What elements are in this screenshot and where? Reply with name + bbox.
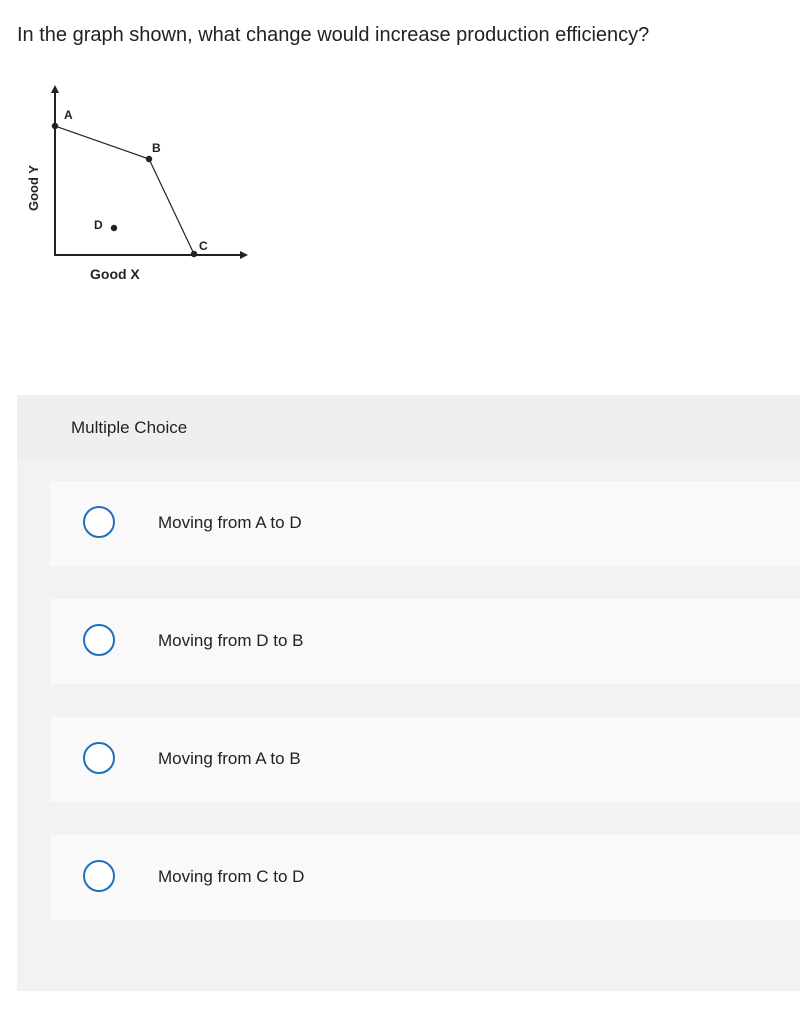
point-d-label: D — [94, 218, 103, 232]
point-b-label: B — [152, 141, 161, 155]
ppf-graph-svg — [0, 80, 300, 300]
choice-label: Moving from C to D — [158, 867, 305, 886]
x-axis-label: Good X — [90, 266, 140, 282]
question-type-label: Multiple Choice — [71, 418, 188, 437]
point-b — [146, 156, 152, 162]
point-d — [111, 225, 117, 231]
radio-button[interactable] — [83, 506, 115, 538]
ppf-curve — [55, 126, 194, 254]
point-a — [52, 123, 58, 129]
choice-option-2[interactable] — [50, 599, 800, 684]
multiple-choice-panel — [17, 395, 800, 991]
choice-label: Moving from A to D — [158, 513, 302, 532]
point-c — [191, 251, 197, 257]
point-c-label: C — [199, 239, 208, 253]
y-axis-label: Good Y — [26, 165, 41, 211]
choice-list — [50, 481, 800, 953]
choice-label: Moving from A to B — [158, 749, 301, 768]
choice-label: Moving from D to B — [158, 631, 304, 650]
panel-header — [17, 395, 800, 460]
radio-button[interactable] — [83, 624, 115, 656]
y-axis-arrow — [51, 85, 59, 93]
x-axis-arrow — [240, 251, 248, 259]
choice-option-4[interactable] — [50, 835, 800, 920]
question-text: In the graph shown, what change would increase production efficiency? — [17, 24, 650, 46]
choice-option-1[interactable] — [50, 481, 800, 566]
choice-option-3[interactable] — [50, 717, 800, 802]
ppf-graph — [0, 80, 300, 300]
point-a-label: A — [64, 108, 73, 122]
radio-button[interactable] — [83, 742, 115, 774]
radio-button[interactable] — [83, 860, 115, 892]
